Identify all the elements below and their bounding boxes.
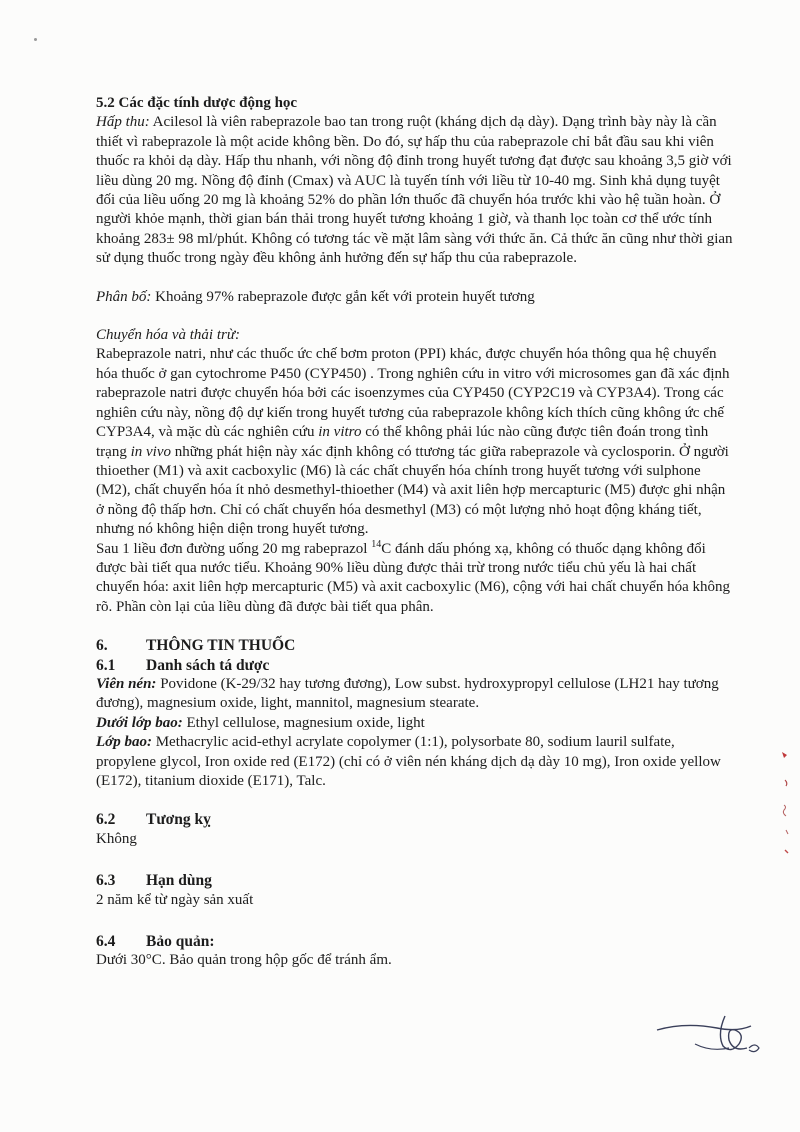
absorption-paragraph [96,113,736,268]
section-6-1-heading [96,656,736,675]
section-6-2-title: Tương kỵ [146,811,211,829]
coat-label: Lớp bao: [96,734,152,751]
signature [655,1008,785,1068]
section-6-3-title: Hạn dùng [146,872,212,890]
core-excipients [96,675,736,714]
subcoat-label: Dưới lớp bao: [96,714,183,731]
scan-speck [34,38,37,41]
metabolism-label: Chuyển hóa và thải trừ: [96,327,240,344]
section-6-3-number: 6.3 [96,872,116,890]
section-6-number: 6. [96,637,108,655]
isotope-superscript: 14 [371,538,382,550]
section-6-4-title: Bảo quản: [146,933,215,951]
absorption-text: Acilesol là viên rabeprazole bao tan trong ruột (kháng dịch dạ dày). Dạng trình bày này là cần thiết vì rabeprazole là một acide không bền. Do đó, sự hấp thu của rabeprazole chỉ bắt đầu sau khi viên thuốc ra khỏi dạ dày. Hấp thu nhanh, với nồng độ đỉnh trong huyết tương đạt được sau khoảng 3,5 giờ với liều dùng 20 mg. Nồng độ đỉnh (Cmax) và AUC là tuyến tính với liều từ 10-40 mg. Sinh khả dụng tuyệt đối của liều uống 20 mg là khoảng 52% do phần lớn thuốc đã chuyển hóa trước khi vào hệ tuần hoàn. Ở người khỏe mạnh, thời gian bán thải trong huyết tương khoảng 1 giờ, và thanh lọc toàn cơ thể ước tính khoảng 283± 98 ml/phút. Không có tương tác về mặt lâm sàng với thức ăn. Cả thức ăn cũng như thời gian sử dụng thuốc trong ngày đều không ảnh hưởng đến sự hấp thu của rabeprazole. [96,114,733,267]
section-6-4-heading [96,932,736,951]
section-6-2-heading [96,810,736,829]
document-page [96,94,736,971]
distribution-paragraph [96,288,736,307]
excretion-text-b: C đánh dấu phóng xạ, không có thuốc dạng không đổi được bài tiết qua nước tiểu. Khoảng 90% liều dùng được thải trừ trong nước tiểu chủ yếu là hai chất chuyển hóa: axit liên hợp mercapturic (M5) và axit cacboxylic (M6), cộng với hai chất chuyển hóa không rõ. Phần còn lại của liều dùng đã được bài tiết qua phân. [96,540,730,615]
section-6-2-number: 6.2 [96,811,116,829]
subcoat-text: Ethyl cellulose, magnesium oxide, light [182,714,425,731]
metabolism-italic-in-vitro: in vitro [318,424,362,441]
metabolism-text-b: có thể không phải lúc nào cũng được tiên đoán trong tình trạng [96,424,709,460]
shelf-life-text: 2 năm kể từ ngày sản xuất [96,891,254,908]
section-6-heading [96,636,736,655]
metabolism-text-a: Rabeprazole natri, như các thuốc ức chế bơm proton (PPI) khác, được chuyển hóa thông qua hệ chuyển hóa thuốc ở gan cytochrome P450 (CYP450) . Trong nghiên cứu in vitro với microsomes gan đã xác định rabeprazole natri được chuyển hóa bởi các isoenzymes của CYP450 (CYP2C19 và CYP3A4). Trong các nghiên cứu này, nồng độ dự kiến trong huyết tương của rabeprazole không kích thích cũng không ức chế CYP3A4, và mặc dù các nghiên cứu [96,346,730,441]
section-6-1-number: 6.1 [96,656,116,674]
incompatibility-text: Không [96,830,137,847]
section-6-3-heading [96,871,736,890]
coat-text: Methacrylic acid-ethyl acrylate copolymer (1:1), polysorbate 80, sodium lauril sulfate, propylene glycol, Iron oxide red (E172) (chỉ có ở viên nén kháng dịch dạ dày 10 mg), Iron oxide yellow (E172), titanium dioxide (E171), Talc. [96,734,721,789]
metabolism-paragraph-1 [96,345,736,539]
section-5-2-heading: 5.2 Các đặc tính dược động học [96,95,298,111]
margin-stamp-marks [778,750,796,860]
core-label: Viên nén: [96,675,157,692]
absorption-label: Hấp thu: [96,114,150,131]
core-text: Povidone (K-29/32 hay tương đương), Low subst. hydroxypropyl cellulose (LH21 hay tương đương), magnesium oxide, light, mannitol, magnesium stearate. [96,675,719,712]
distribution-text: Khoảng 97% rabeprazole được gắn kết với protein huyết tương [151,288,535,305]
distribution-label: Phân bố: [96,288,152,305]
subcoat-excipients [96,714,736,733]
section-6-title: THÔNG TIN THUỐC [146,637,296,655]
excretion-text-a: Sau 1 liều đơn đường uống 20 mg rabeprazol [96,540,372,557]
storage-text: Dưới 30°C. Bảo quản trong hộp gốc để tránh ẩm. [96,952,392,969]
metabolism-italic-in-vivo: in vivo [130,443,171,460]
coat-excipients [96,733,736,791]
metabolism-text-c: những phát hiện này xác định không có ttương tác giữa rabeprazole và cyclosporin. Ở người thioether (M1) và axit cacboxylic (M6) là các chất chuyển hóa chính trong huyết tương với sulphone (M2), chất chuyển hóa ít nhỏ desmethyl-thioether (M4) và axit liên hợp mercapturic (M5) được ghi nhận ở nồng độ thấp hơn. Chỉ có chất chuyển hóa desmethyl (M3) có một lượng nhỏ hoạt động kháng tiết, nhưng nó không hiện diện trong huyết tương. [96,443,729,538]
section-6-1-title: Danh sách tá dược [146,656,270,674]
section-6-4-number: 6.4 [96,933,116,951]
metabolism-paragraph-2 [96,540,736,618]
